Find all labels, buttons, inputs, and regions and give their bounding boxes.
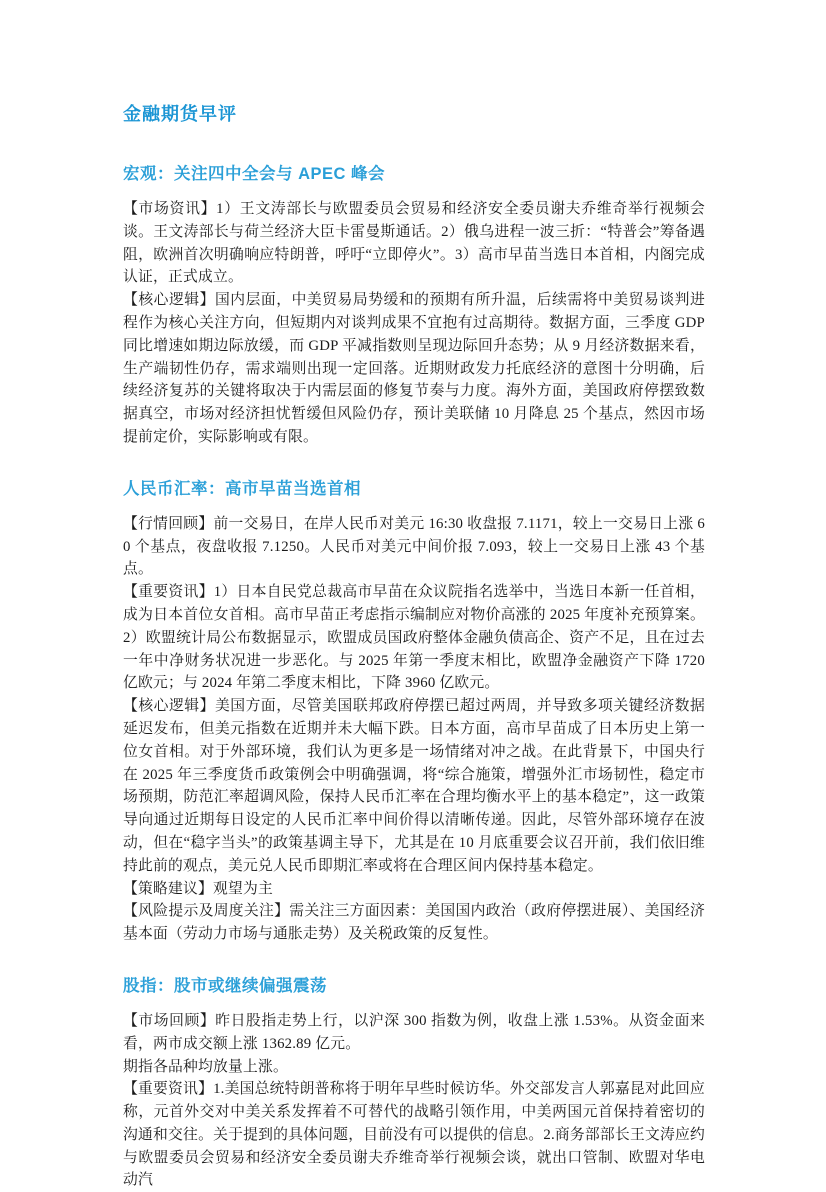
section-heading-rmb-fx: 人民币汇率：高市早苗当选首相 (123, 479, 361, 498)
paragraph-key-news: 【重要资讯】1.美国总统特朗普称将于明年早些时候访华。外交部发言人郭嘉昆对此回应称，元首外交对中美关系发挥着不可替代的战略引领作用，中美两国元首保持着密切的沟通和交往。关于提到的具体问题，目前没有可以提供的信息。2.商务部部长王文涛应约与欧盟委员会贸易和经济安全委员谢夫乔维奇举行视频会谈，就出口管制、欧盟对华电动汽 (123, 1081, 705, 1189)
paragraph-core-logic: 【核心逻辑】美国方面，尽管美国联邦政府停摆已超过两周，并导致多项关键经济数据延迟发布，但美元指数在近期并未大幅下跌。日本方面，高市早苗成了日本历史上第一位女首相。对于外部环境，我们认为更多是一场情绪对冲之战。在此背景下，中国央行在 2025 年三季度货币政策例会中明确强调，将“综合施策，增强外汇市场韧性，稳定市场预期，防范汇率超调风险，保持人民币汇率在合理均衡水平上的基本稳定”，这一政策导向通过近期每日设定的人民币汇率中间价得以清晰传递。因此，尽管外部环境存在波动，但在“稳字当头”的政策基调主导下，尤其是在 10 月底重要会议召开前，我们依旧维持此前的观点，美元兑人民币即期汇率或将在合理区间内保持基本稳定。 (123, 698, 705, 874)
section-rmb-fx (123, 475, 705, 946)
paragraph-market-review: 【市场回顾】昨日股指走势上行，以沪深 300 指数为例，收盘上涨 1.53%。从资金面来看，两市成交额上涨 1362.89 亿元。 (123, 1012, 705, 1052)
paragraph-futures-volume: 期指各品种均放量上涨。 (123, 1058, 288, 1075)
section-heading-stock-index: 股指：股市或继续偏强震荡 (123, 976, 327, 995)
section-heading-macro: 宏观：关注四中全会与 APEC 峰会 (123, 165, 386, 183)
paragraph-key-news: 【重要资讯】1）日本自民党总裁高市早苗在众议院指名选举中，当选日本新一任首相，成为日本首位女首相。高市早苗正考虑指示编制应对物价高涨的 2025 年度补充预算案。2）欧盟统计局公布数据显示，欧盟成员国政府整体金融负债高企、资产不足，且在过去一年中净财务状况进一步恶化。与 2025 年第一季度末相比，欧盟净金融资产下降 1720 亿欧元；与 2024 年第二季度末相比，下降 3960 亿欧元。 (123, 584, 705, 692)
section-macro (123, 160, 705, 449)
paragraph-core-logic: 【核心逻辑】国内层面，中美贸易局势缓和的预期有所升温，后续需将中美贸易谈判进程作为核心关注方向，但短期内对谈判成果不宜抱有过高期待。数据方面，三季度 GDP 同比增速如期边际放缓，而 GDP 平减指数则呈现边际回升态势；从 9 月经济数据来看，生产端韧性仍存，需求端则出现一定回落。近期财政发力托底经济的意图十分明确，后续经济复苏的关键将取决于内需层面的修复节奏与力度。海外方面，美国政府停摆致数据真空，市场对经济担忧暂缓但风险仍存，预计美联储 10 月降息 25 个基点，然因市场提前定价，实际影响或有限。 (123, 292, 705, 445)
paragraph-market-news: 【市场资讯】1）王文涛部长与欧盟委员会贸易和经济安全委员谢夫乔维奇举行视频会谈。王文涛部长与荷兰经济大臣卡雷曼斯通话。2）俄乌进程一波三折：“特普会”筹备遇阻，欧洲首次明确响应特朗普，呼吁“立即停火”。3）高市早苗当选日本首相，内阁完成认证，正式成立。 (123, 201, 705, 286)
paragraph-market-review: 【行情回顾】前一交易日，在岸人民币对美元 16:30 收盘报 7.1171，较上一交易日上涨 60 个基点，夜盘收报 7.1250。人民币对美元中间价报 7.093，较上一交易日上涨 43 个基点。 (123, 515, 705, 578)
paragraph-risk-notice: 【风险提示及周度关注】需关注三方面因素：美国国内政治（政府停摆进展）、美国经济基本面（劳动力市场与通胀走势）及关税政策的反复性。 (123, 903, 705, 943)
paragraph-strategy-advice: 【策略建议】观望为主 (123, 880, 273, 897)
report-title: 金融期货早评 (123, 104, 237, 124)
section-stock-index (123, 972, 705, 1192)
